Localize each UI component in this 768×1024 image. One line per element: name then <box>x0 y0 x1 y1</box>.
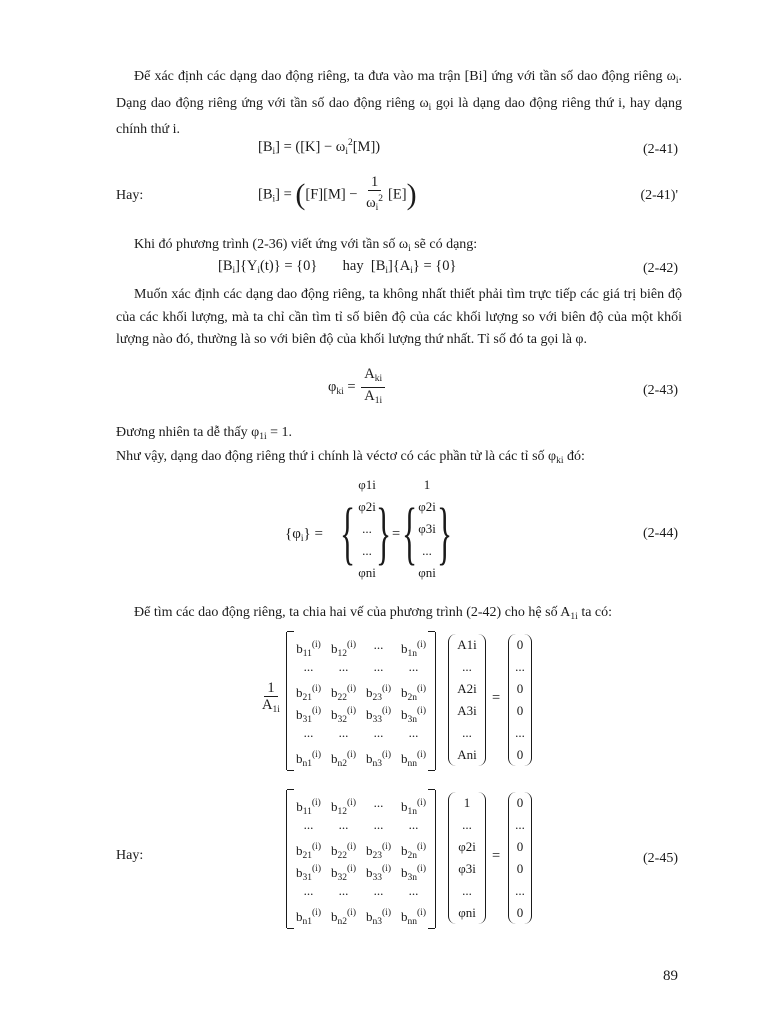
vec-cell: ... <box>462 725 472 740</box>
vector-A <box>448 634 486 766</box>
equation-2-41: $[B_i] = ([K] - \omega_i^2[M])$ <box>258 138 381 157</box>
vec-cell: Ani <box>457 747 477 762</box>
equation-number-2-42: (2-42) <box>643 261 678 276</box>
vector-phi-2 <box>448 792 486 924</box>
vec-cell: 1 <box>463 795 471 810</box>
paragraph-divide: Để tìm các dao động riêng, ta chia hai vế của phương trình (2-42) cho hệ số $A_{1i}$ ta có: <box>134 605 613 622</box>
vec-cell: φni <box>418 565 436 580</box>
vec-cell: φ2i <box>358 499 376 514</box>
vec-cell: 0 <box>516 905 524 920</box>
equation-number-2-45: (2-45) <box>643 851 678 866</box>
brace-left-1: { <box>340 495 356 572</box>
vec-cell: ... <box>362 543 372 558</box>
vec-cell: φ1i <box>358 477 376 492</box>
vec-cell: 0 <box>516 703 524 718</box>
vec-cell: 0 <box>516 839 524 854</box>
equation-2-43: $\varphi_{ki}$ = $\frac{A_{ki}}{A_{1i}}$ <box>328 366 387 409</box>
equation-2-42: $[B_i]\{Y_i(t)\} = \{0\}$ hay $[B_i]\{A_i\} = \{0\}$ <box>218 258 457 276</box>
vec-cell: ... <box>462 817 472 832</box>
equation-number-2-44: (2-44) <box>643 526 678 541</box>
brace-right-2: } <box>437 495 453 572</box>
vec-cell: A2i <box>457 681 477 696</box>
vec-cell: ... <box>515 817 525 832</box>
equation-number-2-41: (2-41) <box>643 142 678 157</box>
paragraph-khi-do: Khi đó phương trình (2-36) viết ứng với tần số $\omega_i$ sẽ có dạng: <box>134 237 478 254</box>
vec-cell: φ3i <box>458 861 476 876</box>
vec-cell: A3i <box>457 703 477 718</box>
paragraph-amplitude-ratio: Muốn xác định các dạng dao động riêng, ta không nhất thiết phải tìm trực tiếp các giá trị biên độ của các khối lượng, mà ta chỉ cần tìm tỉ số biên độ của các khối lượng so với biên độ của một khối lượng nào đó, thường là so với biên độ của khối lượng thứ nhất. Tỉ số đó ta gọi là φ. <box>116 287 682 347</box>
vec-cell: ... <box>515 725 525 740</box>
vec-cell: φni <box>458 905 476 920</box>
vec-cell: 0 <box>516 681 524 696</box>
equation-2-44-lhs: $\{\varphi_i\}$ = <box>285 526 323 544</box>
vec-cell: φni <box>358 565 376 580</box>
paragraph-phi-1i: Đương nhiên ta dễ thấy $\varphi_{1i} = 1$. <box>116 425 293 442</box>
brace-left-2: { <box>402 495 418 572</box>
equals-sign: = <box>392 526 401 542</box>
vec-cell: ... <box>462 659 472 674</box>
vec-cell: ... <box>515 659 525 674</box>
vec-cell: φ2i <box>458 839 476 854</box>
equation-number-2-43: (2-43) <box>643 383 678 398</box>
paragraph-mode-vector: Như vậy, dạng dao động riêng thứ i chính là véctơ có các phần tử là các tỉ số $\varphi_{ki}$ đó: <box>116 449 585 466</box>
label-hay-1: Hay: <box>116 188 144 203</box>
paragraph-intro: Để xác định các dạng dao động riêng, ta đưa vào ma trận [Bi] ứng với tần số dao động riêng $\omega_i$. Dạng dao động riêng ứng với tần số dao động riêng $\omega_i$ gọi là dạng dao động riêng thứ i, hay dạng chính thứ i. <box>116 69 683 137</box>
vector-zero-2 <box>508 792 532 924</box>
vec-cell: 0 <box>516 637 524 652</box>
vec-cell: ... <box>462 883 472 898</box>
equals-sign: = <box>492 690 501 706</box>
vec-cell: 0 <box>516 861 524 876</box>
equals-sign: = <box>492 848 501 864</box>
matrix-b-2: $b_{11}^{(i)}$ $b_{12}^{(i)}$ ... $b_{1n}^{(i)}$ ... ... ... ... $b_{21}^{(i)}$ $b_{22}^{(i)}$ $b_{23}^{(i)}$ $b_{2n}^{(i)}$ $b_{31}^{(i)}$ $b_{32}^{(i)}$ $b_{33}^{(i)}$ $b_{3n}^{(i)}$ ... ... ... ... $b_{n1}^{(i)}$ $b_{n2}^{(i)}$ $b_{n3}^{(i)}$ $b_{nn}^{(i)}$ <box>286 790 436 928</box>
vec-cell: A1i <box>457 637 477 652</box>
matrix-b-1: $b_{11}^{(i)}$ $b_{12}^{(i)}$ ... $b_{1n}^{(i)}$ ... ... ... ... $b_{21}^{(i)}$ $b_{22}^{(i)}$ $b_{23}^{(i)}$ $b_{2n}^{(i)}$ $b_{31}^{(i)}$ $b_{32}^{(i)}$ $b_{33}^{(i)}$ $b_{3n}^{(i)}$ ... ... ... ... $b_{n1}^{(i)}$ $b_{n2}^{(i)}$ $b_{n3}^{(i)}$ $b_{nn}^{(i)}$ <box>286 632 436 770</box>
vec-cell: 0 <box>516 795 524 810</box>
equation-2-41-prime: $[B_i] = ([F][M]$ − $\frac{1}{\omega_i^2}$ [E]) <box>258 174 417 213</box>
vec-cell: φ3i <box>418 521 436 536</box>
page-number: 89 <box>663 968 678 984</box>
fraction-1-over-A1i: $\frac{1}{A_{1i}}$ <box>262 680 280 715</box>
vec-cell: 1 <box>423 477 431 492</box>
equation-number-2-41-prime: (2-41)' <box>640 188 678 203</box>
brace-right-1: } <box>376 495 392 572</box>
vec-cell: 0 <box>516 747 524 762</box>
vec-cell: ... <box>515 883 525 898</box>
vec-cell: ... <box>422 543 432 558</box>
label-hay-2: Hay: <box>116 848 144 863</box>
vec-cell: φ2i <box>418 499 436 514</box>
vec-cell: ... <box>362 521 372 536</box>
vector-zero-1 <box>508 634 532 766</box>
